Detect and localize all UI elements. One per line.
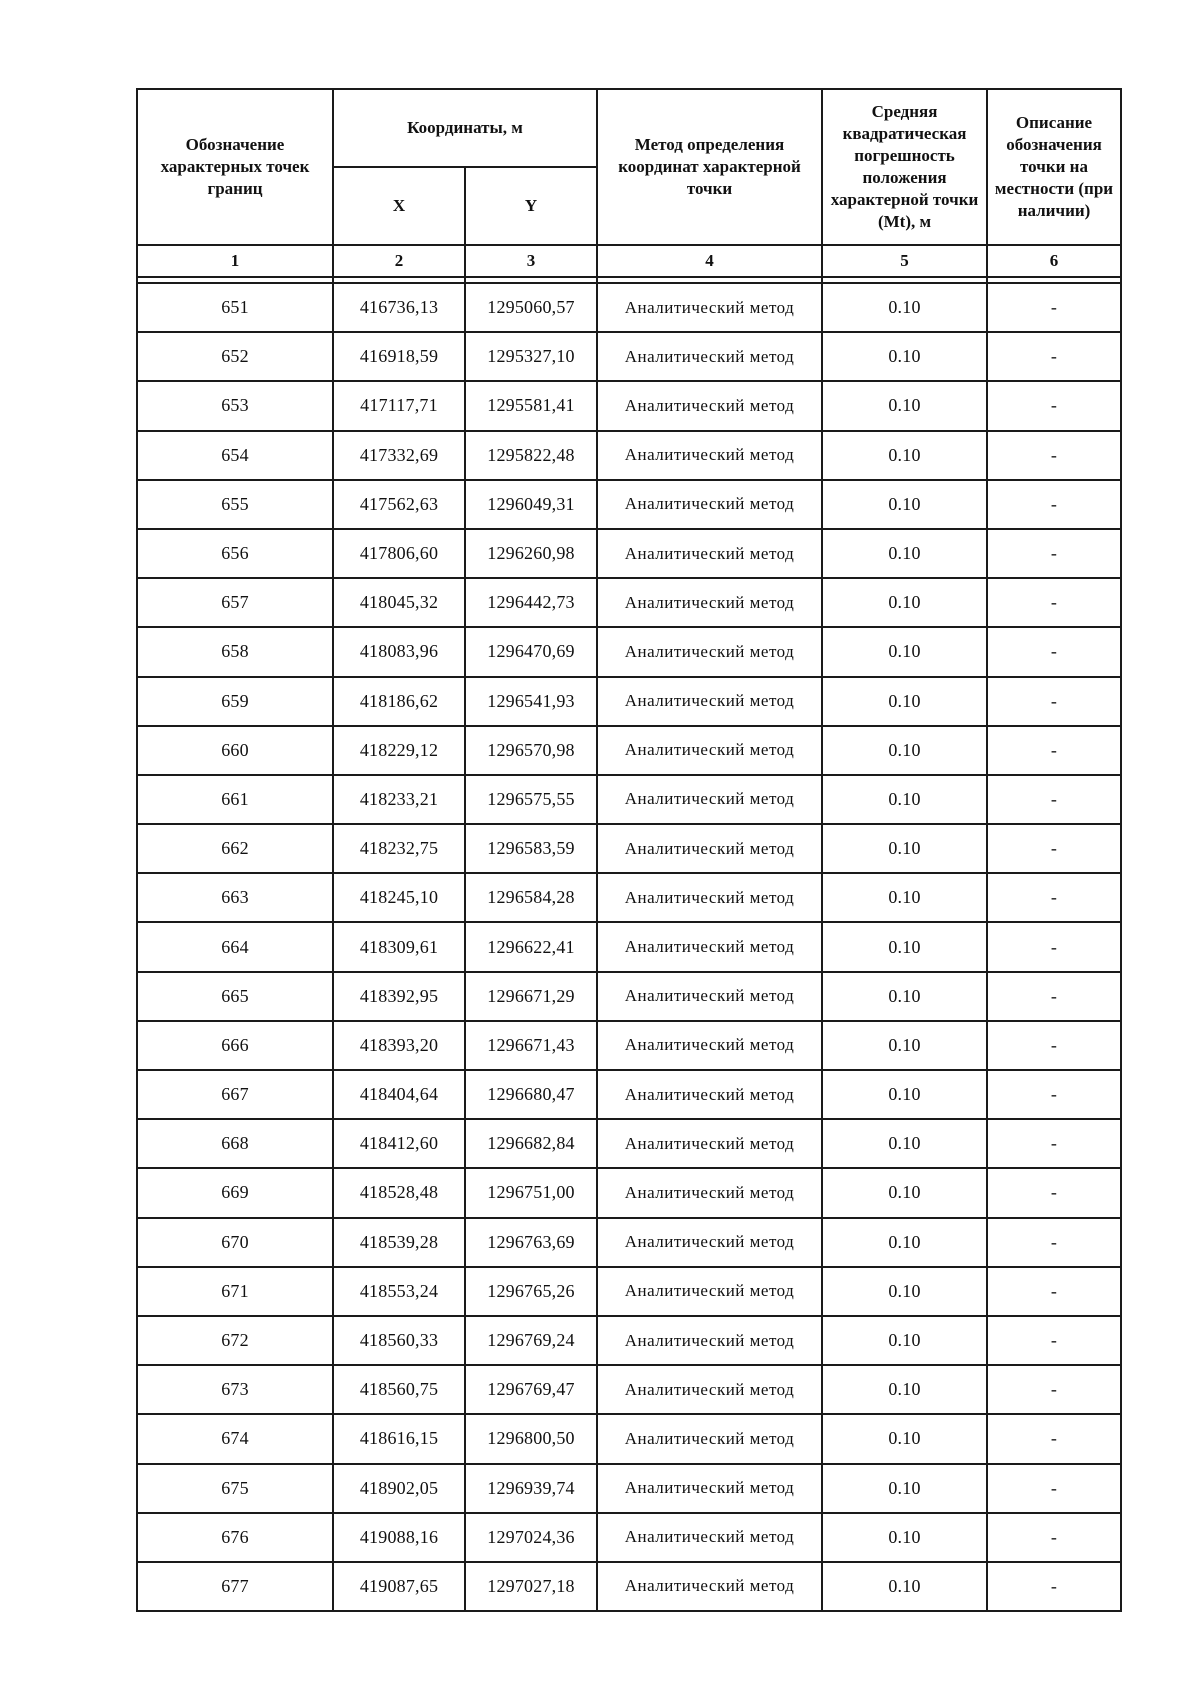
header-coordinates: Координаты, м bbox=[333, 89, 597, 167]
table-row bbox=[137, 283, 1121, 332]
cell-point-number: 664 bbox=[137, 922, 333, 971]
cell-y-coordinate: 1296671,29 bbox=[465, 972, 597, 1021]
cell-x-coordinate: 418392,95 bbox=[333, 972, 465, 1021]
cell-x-coordinate: 419087,65 bbox=[333, 1562, 465, 1611]
cell-x-coordinate: 418393,20 bbox=[333, 1021, 465, 1070]
cell-point-number: 661 bbox=[137, 775, 333, 824]
cell-point-number: 676 bbox=[137, 1513, 333, 1562]
cell-point-number: 660 bbox=[137, 726, 333, 775]
cell-y-coordinate: 1296939,74 bbox=[465, 1464, 597, 1513]
cell-y-coordinate: 1295327,10 bbox=[465, 332, 597, 381]
cell-y-coordinate: 1296682,84 bbox=[465, 1119, 597, 1168]
cell-y-coordinate: 1295581,41 bbox=[465, 381, 597, 430]
cell-method: Аналитический метод bbox=[597, 1267, 822, 1316]
cell-method: Аналитический метод bbox=[597, 1021, 822, 1070]
cell-y-coordinate: 1296470,69 bbox=[465, 627, 597, 676]
cell-y-coordinate: 1296442,73 bbox=[465, 578, 597, 627]
cell-x-coordinate: 418186,62 bbox=[333, 677, 465, 726]
cell-method: Аналитический метод bbox=[597, 1365, 822, 1414]
cell-mean-error: 0.10 bbox=[822, 1562, 987, 1611]
cell-y-coordinate: 1296049,31 bbox=[465, 480, 597, 529]
cell-point-number: 667 bbox=[137, 1070, 333, 1119]
cell-description: - bbox=[987, 1464, 1121, 1513]
cell-point-number: 654 bbox=[137, 431, 333, 480]
cell-description: - bbox=[987, 1365, 1121, 1414]
cell-mean-error: 0.10 bbox=[822, 1070, 987, 1119]
column-number-3: 3 bbox=[465, 245, 597, 277]
table-row bbox=[137, 677, 1121, 726]
cell-x-coordinate: 417562,63 bbox=[333, 480, 465, 529]
cell-description: - bbox=[987, 1562, 1121, 1611]
cell-method: Аналитический метод bbox=[597, 873, 822, 922]
boundary-points-table bbox=[136, 88, 1122, 1612]
column-number-5: 5 bbox=[822, 245, 987, 277]
cell-description: - bbox=[987, 824, 1121, 873]
cell-point-number: 652 bbox=[137, 332, 333, 381]
cell-x-coordinate: 418553,24 bbox=[333, 1267, 465, 1316]
cell-mean-error: 0.10 bbox=[822, 824, 987, 873]
table-row bbox=[137, 332, 1121, 381]
cell-point-number: 651 bbox=[137, 283, 333, 332]
cell-description: - bbox=[987, 726, 1121, 775]
table-row bbox=[137, 922, 1121, 971]
cell-description: - bbox=[987, 529, 1121, 578]
cell-point-number: 665 bbox=[137, 972, 333, 1021]
cell-y-coordinate: 1296680,47 bbox=[465, 1070, 597, 1119]
cell-point-number: 670 bbox=[137, 1218, 333, 1267]
cell-method: Аналитический метод bbox=[597, 431, 822, 480]
cell-method: Аналитический метод bbox=[597, 1316, 822, 1365]
cell-point-number: 669 bbox=[137, 1168, 333, 1217]
cell-point-number: 666 bbox=[137, 1021, 333, 1070]
cell-method: Аналитический метод bbox=[597, 1464, 822, 1513]
cell-description: - bbox=[987, 381, 1121, 430]
table-row bbox=[137, 1464, 1121, 1513]
table-body bbox=[137, 283, 1121, 1611]
header-description: Описание обозначения точки на местности (при наличии) bbox=[987, 89, 1121, 245]
cell-y-coordinate: 1296765,26 bbox=[465, 1267, 597, 1316]
cell-y-coordinate: 1296751,00 bbox=[465, 1168, 597, 1217]
header-point-designation: Обозначение характерных точек границ bbox=[137, 89, 333, 245]
cell-mean-error: 0.10 bbox=[822, 1513, 987, 1562]
column-number-2: 2 bbox=[333, 245, 465, 277]
table-row bbox=[137, 1070, 1121, 1119]
cell-method: Аналитический метод bbox=[597, 1070, 822, 1119]
column-number-1: 1 bbox=[137, 245, 333, 277]
header-mean-error: Средняя квадратическая погрешность положения характерной точки (Mt), м bbox=[822, 89, 987, 245]
cell-y-coordinate: 1296622,41 bbox=[465, 922, 597, 971]
cell-description: - bbox=[987, 922, 1121, 971]
table-row bbox=[137, 824, 1121, 873]
cell-x-coordinate: 419088,16 bbox=[333, 1513, 465, 1562]
table-row bbox=[137, 1365, 1121, 1414]
table-row bbox=[137, 529, 1121, 578]
cell-mean-error: 0.10 bbox=[822, 529, 987, 578]
cell-point-number: 673 bbox=[137, 1365, 333, 1414]
cell-method: Аналитический метод bbox=[597, 332, 822, 381]
cell-y-coordinate: 1296769,24 bbox=[465, 1316, 597, 1365]
cell-x-coordinate: 418245,10 bbox=[333, 873, 465, 922]
table-row bbox=[137, 1316, 1121, 1365]
cell-y-coordinate: 1296769,47 bbox=[465, 1365, 597, 1414]
cell-x-coordinate: 418083,96 bbox=[333, 627, 465, 676]
cell-point-number: 656 bbox=[137, 529, 333, 578]
cell-description: - bbox=[987, 431, 1121, 480]
cell-mean-error: 0.10 bbox=[822, 1464, 987, 1513]
cell-method: Аналитический метод bbox=[597, 677, 822, 726]
table-row bbox=[137, 1218, 1121, 1267]
cell-x-coordinate: 418045,32 bbox=[333, 578, 465, 627]
cell-x-coordinate: 418233,21 bbox=[333, 775, 465, 824]
table-row bbox=[137, 972, 1121, 1021]
table-row bbox=[137, 1267, 1121, 1316]
cell-point-number: 662 bbox=[137, 824, 333, 873]
header-y: Y bbox=[465, 167, 597, 245]
cell-description: - bbox=[987, 775, 1121, 824]
cell-mean-error: 0.10 bbox=[822, 775, 987, 824]
table-row bbox=[137, 1021, 1121, 1070]
cell-x-coordinate: 417806,60 bbox=[333, 529, 465, 578]
cell-method: Аналитический метод bbox=[597, 726, 822, 775]
cell-x-coordinate: 418412,60 bbox=[333, 1119, 465, 1168]
cell-method: Аналитический метод bbox=[597, 1119, 822, 1168]
cell-description: - bbox=[987, 332, 1121, 381]
cell-method: Аналитический метод bbox=[597, 1562, 822, 1611]
table-row bbox=[137, 1168, 1121, 1217]
cell-x-coordinate: 416918,59 bbox=[333, 332, 465, 381]
cell-mean-error: 0.10 bbox=[822, 480, 987, 529]
cell-description: - bbox=[987, 1168, 1121, 1217]
cell-x-coordinate: 416736,13 bbox=[333, 283, 465, 332]
table-row bbox=[137, 1119, 1121, 1168]
cell-mean-error: 0.10 bbox=[822, 677, 987, 726]
cell-y-coordinate: 1295060,57 bbox=[465, 283, 597, 332]
table-row bbox=[137, 1414, 1121, 1463]
cell-mean-error: 0.10 bbox=[822, 873, 987, 922]
cell-method: Аналитический метод bbox=[597, 1168, 822, 1217]
cell-x-coordinate: 417117,71 bbox=[333, 381, 465, 430]
cell-description: - bbox=[987, 480, 1121, 529]
cell-description: - bbox=[987, 972, 1121, 1021]
cell-mean-error: 0.10 bbox=[822, 431, 987, 480]
cell-point-number: 671 bbox=[137, 1267, 333, 1316]
cell-mean-error: 0.10 bbox=[822, 1267, 987, 1316]
cell-description: - bbox=[987, 1316, 1121, 1365]
cell-mean-error: 0.10 bbox=[822, 332, 987, 381]
table-row bbox=[137, 726, 1121, 775]
cell-x-coordinate: 418232,75 bbox=[333, 824, 465, 873]
cell-y-coordinate: 1296575,55 bbox=[465, 775, 597, 824]
cell-description: - bbox=[987, 283, 1121, 332]
cell-description: - bbox=[987, 677, 1121, 726]
cell-point-number: 658 bbox=[137, 627, 333, 676]
header-method: Метод определения координат характерной точки bbox=[597, 89, 822, 245]
cell-point-number: 677 bbox=[137, 1562, 333, 1611]
cell-method: Аналитический метод bbox=[597, 922, 822, 971]
cell-mean-error: 0.10 bbox=[822, 627, 987, 676]
header-x: X bbox=[333, 167, 465, 245]
cell-method: Аналитический метод bbox=[597, 627, 822, 676]
cell-y-coordinate: 1296671,43 bbox=[465, 1021, 597, 1070]
cell-mean-error: 0.10 bbox=[822, 1218, 987, 1267]
cell-x-coordinate: 418229,12 bbox=[333, 726, 465, 775]
cell-x-coordinate: 418560,75 bbox=[333, 1365, 465, 1414]
cell-y-coordinate: 1296763,69 bbox=[465, 1218, 597, 1267]
cell-x-coordinate: 418560,33 bbox=[333, 1316, 465, 1365]
cell-mean-error: 0.10 bbox=[822, 1414, 987, 1463]
cell-mean-error: 0.10 bbox=[822, 922, 987, 971]
cell-mean-error: 0.10 bbox=[822, 1119, 987, 1168]
cell-method: Аналитический метод bbox=[597, 1513, 822, 1562]
cell-mean-error: 0.10 bbox=[822, 578, 987, 627]
cell-description: - bbox=[987, 627, 1121, 676]
table-row bbox=[137, 775, 1121, 824]
table-row bbox=[137, 1513, 1121, 1562]
cell-description: - bbox=[987, 1513, 1121, 1562]
cell-description: - bbox=[987, 1267, 1121, 1316]
cell-method: Аналитический метод bbox=[597, 1414, 822, 1463]
cell-point-number: 657 bbox=[137, 578, 333, 627]
cell-mean-error: 0.10 bbox=[822, 1365, 987, 1414]
cell-description: - bbox=[987, 1070, 1121, 1119]
cell-x-coordinate: 418902,05 bbox=[333, 1464, 465, 1513]
column-number-6: 6 bbox=[987, 245, 1121, 277]
cell-point-number: 672 bbox=[137, 1316, 333, 1365]
table-row bbox=[137, 578, 1121, 627]
cell-description: - bbox=[987, 578, 1121, 627]
cell-y-coordinate: 1295822,48 bbox=[465, 431, 597, 480]
cell-point-number: 655 bbox=[137, 480, 333, 529]
cell-point-number: 675 bbox=[137, 1464, 333, 1513]
cell-method: Аналитический метод bbox=[597, 824, 822, 873]
table-row bbox=[137, 480, 1121, 529]
cell-x-coordinate: 417332,69 bbox=[333, 431, 465, 480]
table-row bbox=[137, 1562, 1121, 1611]
cell-description: - bbox=[987, 1021, 1121, 1070]
table-row bbox=[137, 381, 1121, 430]
cell-point-number: 663 bbox=[137, 873, 333, 922]
cell-y-coordinate: 1296800,50 bbox=[465, 1414, 597, 1463]
cell-description: - bbox=[987, 1119, 1121, 1168]
cell-y-coordinate: 1296260,98 bbox=[465, 529, 597, 578]
cell-mean-error: 0.10 bbox=[822, 1021, 987, 1070]
cell-x-coordinate: 418539,28 bbox=[333, 1218, 465, 1267]
cell-y-coordinate: 1296583,59 bbox=[465, 824, 597, 873]
cell-mean-error: 0.10 bbox=[822, 1168, 987, 1217]
cell-x-coordinate: 418404,64 bbox=[333, 1070, 465, 1119]
column-number-4: 4 bbox=[597, 245, 822, 277]
cell-x-coordinate: 418309,61 bbox=[333, 922, 465, 971]
table-row bbox=[137, 431, 1121, 480]
cell-method: Аналитический метод bbox=[597, 1218, 822, 1267]
cell-method: Аналитический метод bbox=[597, 972, 822, 1021]
cell-method: Аналитический метод bbox=[597, 578, 822, 627]
cell-mean-error: 0.10 bbox=[822, 972, 987, 1021]
table-row bbox=[137, 873, 1121, 922]
cell-method: Аналитический метод bbox=[597, 283, 822, 332]
cell-mean-error: 0.10 bbox=[822, 283, 987, 332]
table-header bbox=[137, 89, 1121, 283]
cell-point-number: 659 bbox=[137, 677, 333, 726]
cell-point-number: 653 bbox=[137, 381, 333, 430]
cell-y-coordinate: 1296541,93 bbox=[465, 677, 597, 726]
cell-y-coordinate: 1297027,18 bbox=[465, 1562, 597, 1611]
cell-point-number: 674 bbox=[137, 1414, 333, 1463]
cell-method: Аналитический метод bbox=[597, 775, 822, 824]
cell-y-coordinate: 1296570,98 bbox=[465, 726, 597, 775]
cell-mean-error: 0.10 bbox=[822, 381, 987, 430]
cell-method: Аналитический метод bbox=[597, 529, 822, 578]
cell-description: - bbox=[987, 873, 1121, 922]
cell-x-coordinate: 418616,15 bbox=[333, 1414, 465, 1463]
cell-point-number: 668 bbox=[137, 1119, 333, 1168]
cell-description: - bbox=[987, 1414, 1121, 1463]
cell-y-coordinate: 1297024,36 bbox=[465, 1513, 597, 1562]
cell-mean-error: 0.10 bbox=[822, 1316, 987, 1365]
cell-y-coordinate: 1296584,28 bbox=[465, 873, 597, 922]
cell-method: Аналитический метод bbox=[597, 381, 822, 430]
cell-mean-error: 0.10 bbox=[822, 726, 987, 775]
table-row bbox=[137, 627, 1121, 676]
cell-x-coordinate: 418528,48 bbox=[333, 1168, 465, 1217]
cell-method: Аналитический метод bbox=[597, 480, 822, 529]
cell-description: - bbox=[987, 1218, 1121, 1267]
